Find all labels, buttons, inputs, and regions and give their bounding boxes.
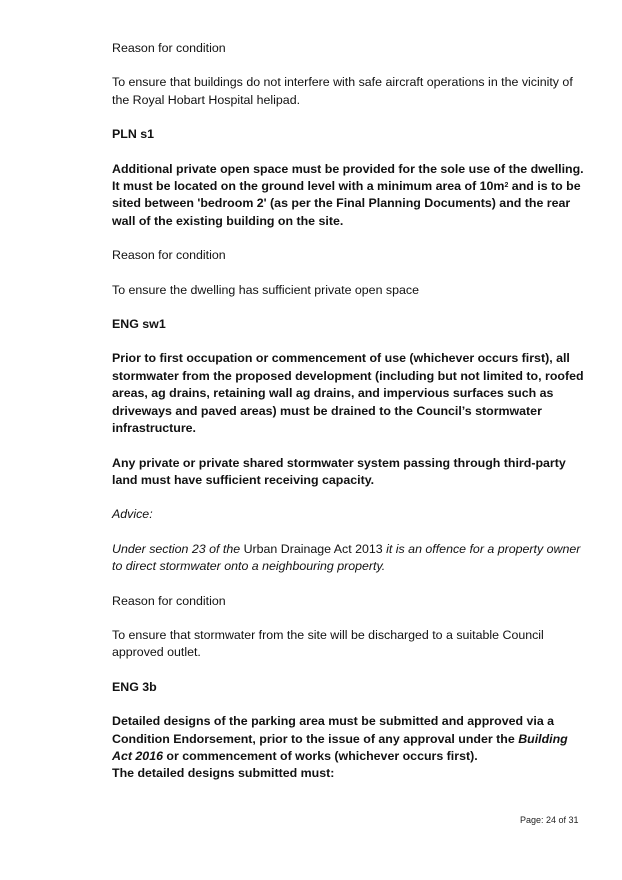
- advice-text-part: Under section 23 of the: [112, 541, 244, 556]
- advice-heading: Advice:: [112, 507, 153, 522]
- condition-heading-eng-sw1: ENG sw1: [112, 317, 166, 332]
- condition-text-eng-sw1-shared: Any private or private shared stormwater system passing through third-party land must have sufficient receiving capacity.: [112, 455, 566, 487]
- reason-heading: Reason for condition: [112, 593, 226, 608]
- advice-text: [112, 541, 587, 576]
- condition-text-part: Additional private open space must be provided for the sole use of the dwelling. It must be located on the ground level with a minimum area of 10m: [112, 161, 584, 194]
- condition-text-eng-3b-list-intro: The detailed designs submitted must:: [112, 766, 335, 781]
- act-name: Building Act 2016: [112, 731, 568, 763]
- condition-text-pln-s1: [112, 161, 587, 231]
- reason-heading: Reason for condition: [112, 41, 226, 55]
- reason-heading: Reason for condition: [112, 248, 226, 263]
- condition-text-eng-3b: [112, 713, 587, 765]
- condition-text-part: and is to be sited between 'bedroom 2' (as per the Final Planning Documents) and the rear wall of the existing building on the site.: [112, 179, 581, 228]
- page-number: Page: 24 of 31: [520, 815, 579, 825]
- reason-text: To ensure that stormwater from the site will be discharged to a suitable Council approved outlet.: [112, 627, 544, 660]
- condition-heading-pln-s1: PLN s1: [112, 127, 155, 142]
- condition-text-eng-sw1: Prior to first occupation or commencement of use (whichever occurs first), all stormwater from the proposed development (including but not limited to, roofed areas, ag drains, retaining wall ag drains, and impervious surfaces such as driveways and paved areas) must be drained to the Council’s stormwater infrastructure.: [112, 351, 584, 436]
- reason-text: To ensure that buildings do not interfere with safe aircraft operations in the vicinity of the Royal Hobart Hospital helipad.: [112, 75, 573, 107]
- condition-heading-eng-3b: ENG 3b: [112, 679, 157, 694]
- advice-text-part: it is an offence for a property owner to direct stormwater onto a neighbouring property.: [112, 541, 581, 574]
- superscript-2: 2: [504, 182, 509, 190]
- condition-text-part: or commencement of works (whichever occurs first).: [162, 748, 478, 763]
- reason-text: To ensure the dwelling has sufficient private open space: [112, 282, 419, 297]
- act-name: Urban Drainage Act 2013: [243, 541, 383, 556]
- condition-text-part: Detailed designs of the parking area must be submitted and approved via a Condition Endorsement, prior to the issue of any approval under the: [112, 714, 555, 746]
- document-body: [112, 40, 587, 783]
